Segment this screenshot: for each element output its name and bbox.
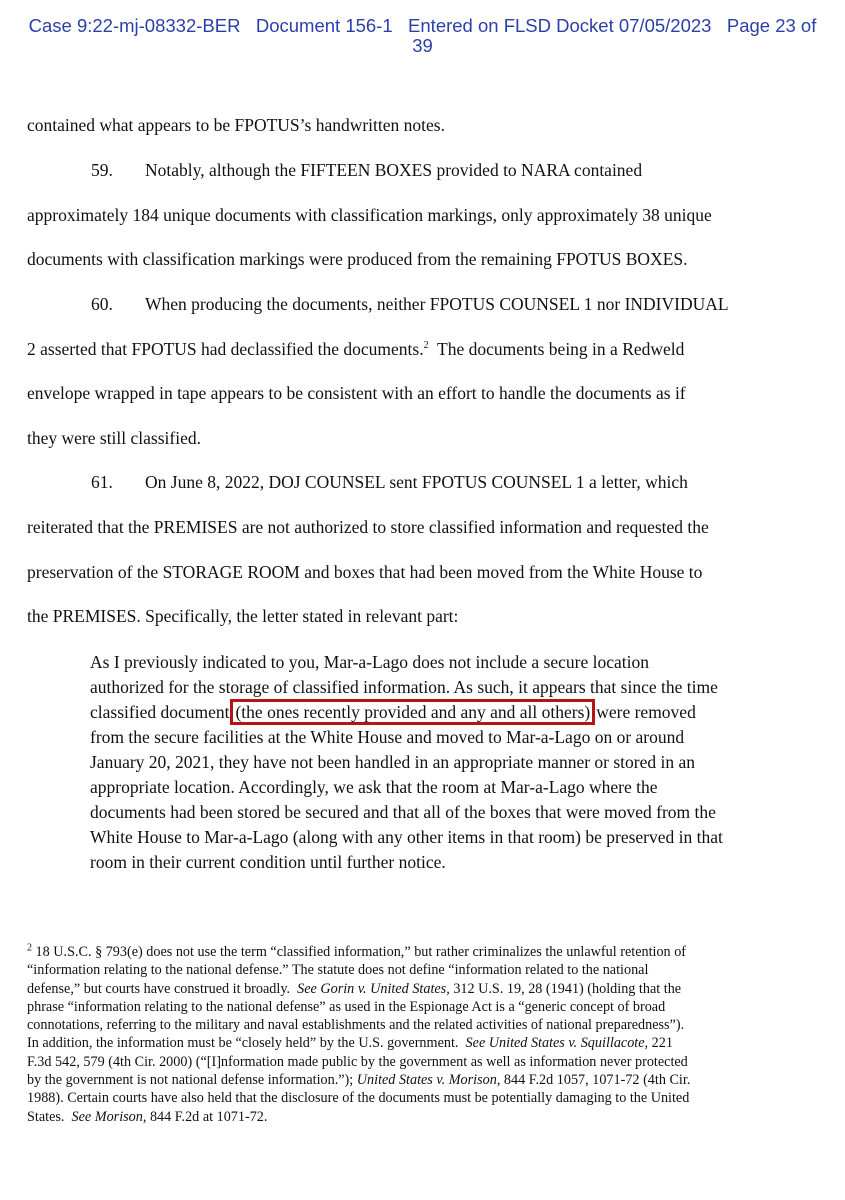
- paragraph-59-line-1: [91, 160, 642, 181]
- paragraph-number: 60.: [91, 294, 113, 314]
- header-line-2: 39: [412, 35, 433, 56]
- quote-line-highlighted: [90, 700, 810, 725]
- body-line: contained what appears to be FPOTUS’s handwritten notes.: [27, 115, 445, 135]
- quote-line: authorized for the storage of classified information. As such, it appears that since the time: [90, 677, 718, 697]
- quote-text: classified document: [90, 702, 230, 722]
- footnote-text: 18 U.S.C. § 793(e) does not use the term “classified information,” but rather criminalizes the unlawful retention of: [32, 944, 687, 960]
- footnote-line: connotations, referring to the military and naval establishments and the related activities of national preparedness”).: [27, 1017, 685, 1034]
- quote-line: As I previously indicated to you, Mar-a-Lago does not include a secure location: [90, 652, 649, 672]
- body-line: they were still classified.: [27, 428, 201, 448]
- footnote-line: phrase “information relating to the national defense” as used in the Espionage Act is a “generic concept of broad: [27, 998, 666, 1015]
- case-citation: United States v. Morison: [356, 1072, 497, 1089]
- paragraph-text: On June 8, 2022, DOJ COUNSEL sent FPOTUS COUNSEL 1 a letter, which: [145, 472, 688, 492]
- case-citation: See Morison: [71, 1108, 143, 1125]
- footnote-text: In addition, the information must be “closely held” by the U.S. government.: [27, 1035, 466, 1052]
- paragraph-60-line-1: [91, 294, 729, 315]
- paragraph-text: When producing the documents, neither FPOTUS COUNSEL 1 nor INDIVIDUAL: [145, 294, 729, 314]
- quote-text: were removed: [596, 702, 696, 722]
- footnote-text: States.: [27, 1108, 72, 1125]
- case-citation: See Gorin v. United States: [297, 980, 447, 997]
- paragraph-text: 2 asserted that FPOTUS had declassified the documents.: [27, 339, 424, 359]
- footnote-line: 1988). Certain courts have also held that the disclosure of the documents must be potentially damaging to the United: [27, 1090, 690, 1107]
- docket-header: [0, 16, 845, 56]
- highlight-box: (the ones recently provided and any and all others): [230, 699, 595, 725]
- footnote-line: [27, 980, 817, 998]
- footnote-line: [27, 1071, 817, 1089]
- paragraph-text: Notably, although the FIFTEEN BOXES provided to NARA contained: [145, 160, 643, 180]
- body-line: reiterated that the PREMISES are not authorized to store classified information and requested the: [27, 517, 709, 537]
- quote-line: January 20, 2021, they have not been handled in an appropriate manner or stored in an: [90, 752, 696, 772]
- body-line: preservation of the STORAGE ROOM and boxes that had been moved from the White House to: [27, 562, 703, 582]
- quote-line: White House to Mar-a-Lago (along with any other items in that room) be preserved in that: [90, 827, 723, 847]
- block-quote: [90, 650, 810, 875]
- body-line: approximately 184 unique documents with classification markings, only approximately 38 unique: [27, 205, 712, 225]
- paragraph-number: 61.: [91, 472, 113, 492]
- footnote-line: F.3d 542, 579 (4th Cir. 2000) (“[I]nformation made public by the government as well as information never protected: [27, 1053, 688, 1070]
- footnote: [27, 943, 817, 1126]
- quote-line: documents had been stored be secured and that all of the boxes that were moved from the: [90, 802, 716, 822]
- footnote-line: [27, 1034, 817, 1052]
- footnote-text: , 844 F.2d at 1071-72.: [142, 1108, 268, 1125]
- body-line: the PREMISES. Specifically, the letter stated in relevant part:: [27, 606, 459, 626]
- footnote-text: by the government is not national defense information.”);: [27, 1072, 357, 1089]
- paragraph-text: The documents being in a Redweld: [428, 339, 685, 359]
- footnote-text: , 221: [644, 1035, 673, 1052]
- paragraph-61-line-1: [91, 472, 688, 493]
- body-line: envelope wrapped in tape appears to be consistent with an effort to handle the documents as if: [27, 383, 686, 403]
- footnote-number: 2: [27, 942, 32, 954]
- footnote-text: defense,” but courts have construed it broadly.: [27, 980, 298, 997]
- footnote-line: “information relating to the national defense.” The statute does not define “information related to the national: [27, 962, 649, 979]
- quote-line: room in their current condition until further notice.: [90, 852, 446, 872]
- footnote-line: [27, 1108, 817, 1126]
- body-line: documents with classification markings were produced from the remaining FPOTUS BOXES.: [27, 249, 688, 269]
- footnote-text: , 844 F.2d 1057, 1071-72 (4th Cir.: [496, 1072, 691, 1089]
- footnote-reference: 2: [423, 340, 429, 352]
- header-line-1: Case 9:22-mj-08332-BER Document 156-1 Entered on FLSD Docket 07/05/2023 Page 23 of: [28, 15, 817, 36]
- case-citation: See United States v. Squillacote: [465, 1035, 645, 1052]
- paragraph-number: 59.: [91, 160, 113, 180]
- footnote-line: [27, 943, 817, 961]
- paragraph-60-line-2: [27, 339, 684, 360]
- quote-line: appropriate location. Accordingly, we ask that the room at Mar-a-Lago where the: [90, 777, 658, 797]
- quote-line: from the secure facilities at the White House and moved to Mar-a-Lago on or around: [90, 727, 685, 747]
- footnote-text: , 312 U.S. 19, 28 (1941) (holding that the: [446, 980, 682, 997]
